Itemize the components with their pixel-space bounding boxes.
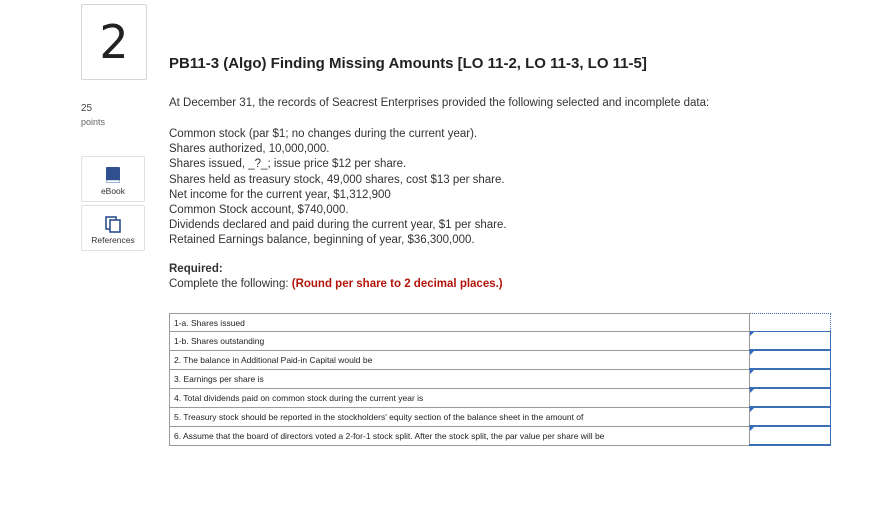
row-label: 2. The balance in Additional Paid-in Capital would be (170, 350, 750, 369)
treasury-stock-input[interactable] (750, 409, 830, 425)
answer-cell (750, 388, 831, 407)
table-row (170, 332, 831, 351)
row-label: 4. Total dividends paid on common stock during the current year is (170, 388, 750, 407)
ebook-label: eBook (100, 186, 126, 196)
answer-cell (750, 369, 831, 388)
references-label: References (91, 235, 135, 245)
fact-line: Net income for the current year, $1,312,900 (169, 188, 391, 201)
row-label: 5. Treasury stock should be reported in the stockholders' equity section of the balance sheet in the amount of (170, 407, 750, 426)
shares-outstanding-input[interactable] (750, 333, 830, 349)
table-row (170, 388, 831, 407)
input-marker-icon (750, 370, 754, 374)
table-row (170, 314, 831, 332)
points-label: points (81, 117, 106, 127)
facts-list (169, 127, 507, 249)
question-title: PB11-3 (Algo) Finding Missing Amounts [LO 11-2, LO 11-3, LO 11-5] (169, 55, 647, 72)
answer-cell (750, 332, 831, 351)
required-instructions (169, 278, 503, 290)
answer-cell (750, 350, 831, 369)
input-marker-icon (750, 389, 754, 393)
fact-line: Common stock (par $1; no changes during the current year). (169, 128, 478, 140)
table-row (170, 350, 831, 369)
table-row (170, 369, 831, 388)
total-dividends-input[interactable] (750, 390, 830, 406)
answer-table (169, 313, 831, 446)
row-label: 1-b. Shares outstanding (170, 332, 750, 351)
fact-line: Shares held as treasury stock, 49,000 shares, cost $13 per share. (169, 173, 505, 186)
fact-line: Shares authorized, 10,000,000. (169, 143, 330, 156)
points-value: 25 (81, 103, 93, 114)
answer-cell (750, 426, 831, 445)
eps-input[interactable] (750, 371, 830, 387)
table-row (170, 407, 831, 426)
input-marker-icon (750, 332, 754, 336)
apic-balance-input[interactable] (750, 352, 830, 368)
rounding-note: (Round per share to 2 decimal places.) (291, 278, 503, 290)
answer-cell (750, 314, 831, 332)
references-button[interactable] (81, 205, 145, 251)
row-label: 3. Earnings per share is (170, 369, 750, 388)
intro-text: At December 31, the records of Seacrest Enterprises provided the following selected and incomplete data: (169, 97, 710, 109)
table-row (170, 426, 831, 445)
ebook-button[interactable] (81, 156, 145, 202)
row-label: 1-a. Shares issued (170, 314, 750, 332)
row-label: 6. Assume that the board of directors voted a 2-for-1 stock split. After the stock split, the par value per share will be (170, 426, 750, 445)
par-value-after-split-input[interactable] (750, 428, 830, 444)
book-icon (104, 166, 122, 184)
fact-line: Dividends declared and paid during the current year, $1 per share. (169, 219, 507, 232)
input-marker-icon (750, 408, 754, 412)
input-marker-icon (750, 351, 754, 355)
references-icon (104, 215, 122, 233)
fact-line: Common Stock account, $740,000. (169, 204, 349, 217)
answer-cell (750, 407, 831, 426)
shares-issued-input[interactable] (750, 315, 830, 331)
input-marker-icon (750, 427, 754, 431)
required-text: Complete the following: (169, 278, 289, 290)
required-heading: Required: (169, 263, 223, 275)
fact-line: Retained Earnings balance, beginning of year, $36,300,000. (169, 234, 475, 247)
question-number: 2 (81, 4, 147, 80)
fact-line: Shares issued, _?_; issue price $12 per share. (169, 158, 407, 171)
